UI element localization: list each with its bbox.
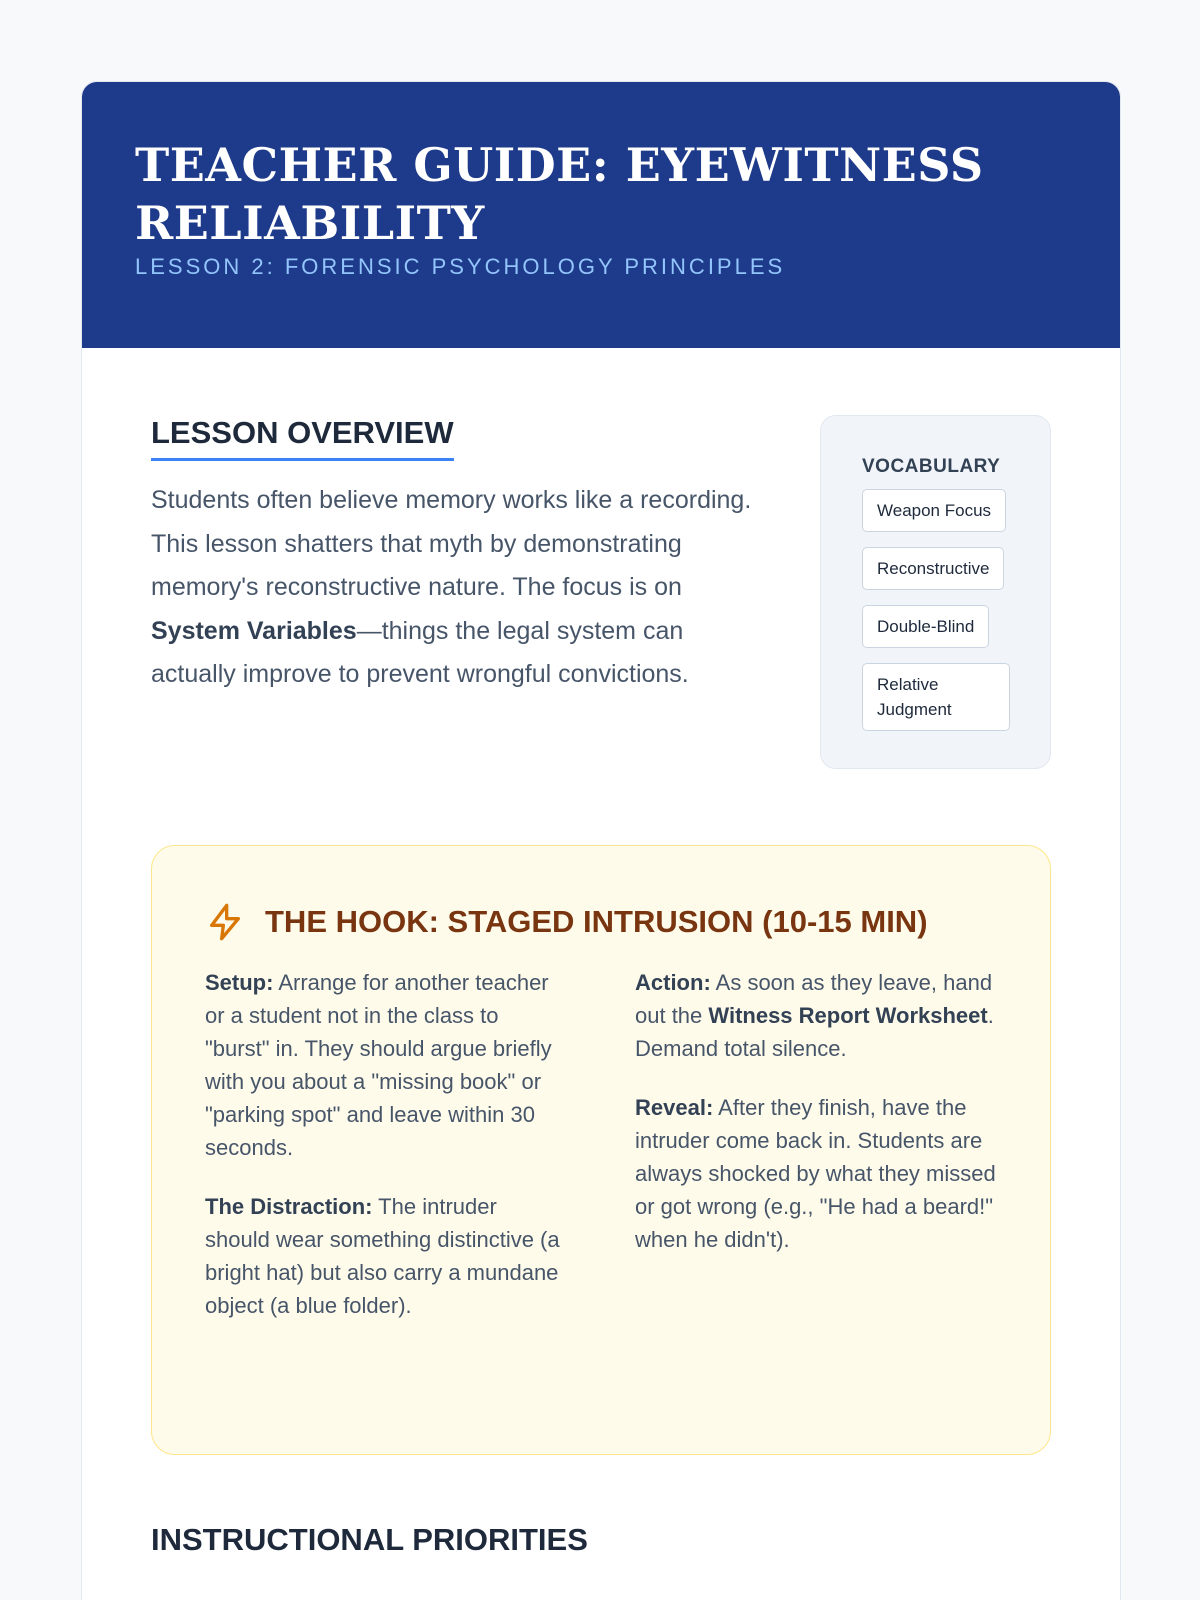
hook-action-text-after: . Demand total silence.: [635, 1003, 994, 1061]
vocabulary-term: Weapon Focus: [862, 489, 1006, 532]
hook-action: [635, 966, 997, 1065]
hook-action-text-before: As soon as they leave, hand out the: [635, 970, 993, 1028]
hook-columns: [205, 966, 997, 1348]
hook-reveal-label: Reveal:: [635, 1095, 714, 1120]
overview-text-before: Students often believe memory works like a recording. This lesson shatters that myth by demonstrating memory's reconstructive nature. The focus is on: [151, 486, 752, 601]
overview-heading: LESSON OVERVIEW: [151, 415, 454, 461]
hook-setup: [205, 966, 567, 1164]
vocabulary-term: Double-Blind: [862, 605, 989, 648]
hook-action-worksheet: Witness Report Worksheet: [708, 1003, 988, 1028]
hook-distraction-label: The Distraction:: [205, 1194, 373, 1219]
hook-action-label: Action:: [635, 970, 711, 995]
vocabulary-term: Relative Judgment: [862, 663, 1010, 731]
hook-column-right: [635, 966, 997, 1348]
vocabulary-box: [820, 415, 1051, 769]
vocabulary-list: [862, 489, 1050, 746]
hook-distraction-text: The intruder should wear something distinctive (a bright hat) but also carry a mundane object (a blue folder).: [205, 1194, 560, 1318]
hook-reveal: [635, 1091, 997, 1256]
lightning-bolt-icon: [205, 902, 245, 942]
vocabulary-term: Reconstructive: [862, 547, 1004, 590]
hook-column-left: [205, 966, 567, 1348]
hook-setup-label: Setup:: [205, 970, 274, 995]
hook-distraction: [205, 1190, 567, 1322]
guide-card: [81, 81, 1121, 1600]
overview-text-block: [151, 415, 761, 697]
hook-reveal-text: After they finish, have the intruder come back in. Students are always shocked by what they missed or got wrong (e.g., "He had a beard!" when he didn't).: [635, 1095, 996, 1252]
guide-header: [82, 82, 1120, 348]
overview-paragraph: [151, 479, 761, 697]
overview-text-after: —things the legal system can actually improve to prevent wrongful convictions.: [151, 616, 689, 688]
priorities-heading: INSTRUCTIONAL PRIORITIES: [151, 1522, 588, 1557]
hook-title: THE HOOK: STAGED INTRUSION (10-15 MIN): [265, 904, 928, 939]
overview-text-bold: System Variables: [151, 616, 357, 645]
page-title: TEACHER GUIDE: EYEWITNESS RELIABILITY: [135, 138, 984, 250]
hook-title-row: [205, 902, 997, 942]
hook-box: [151, 845, 1051, 1455]
page-subtitle: LESSON 2: FORENSIC PSYCHOLOGY PRINCIPLES: [135, 254, 786, 279]
vocabulary-heading: VOCABULARY: [862, 456, 1001, 477]
hook-setup-text: Arrange for another teacher or a student not in the class to "burst" in. They should argue briefly with you about a "missing book" or "parking spot" and leave within 30 seconds.: [205, 970, 552, 1160]
